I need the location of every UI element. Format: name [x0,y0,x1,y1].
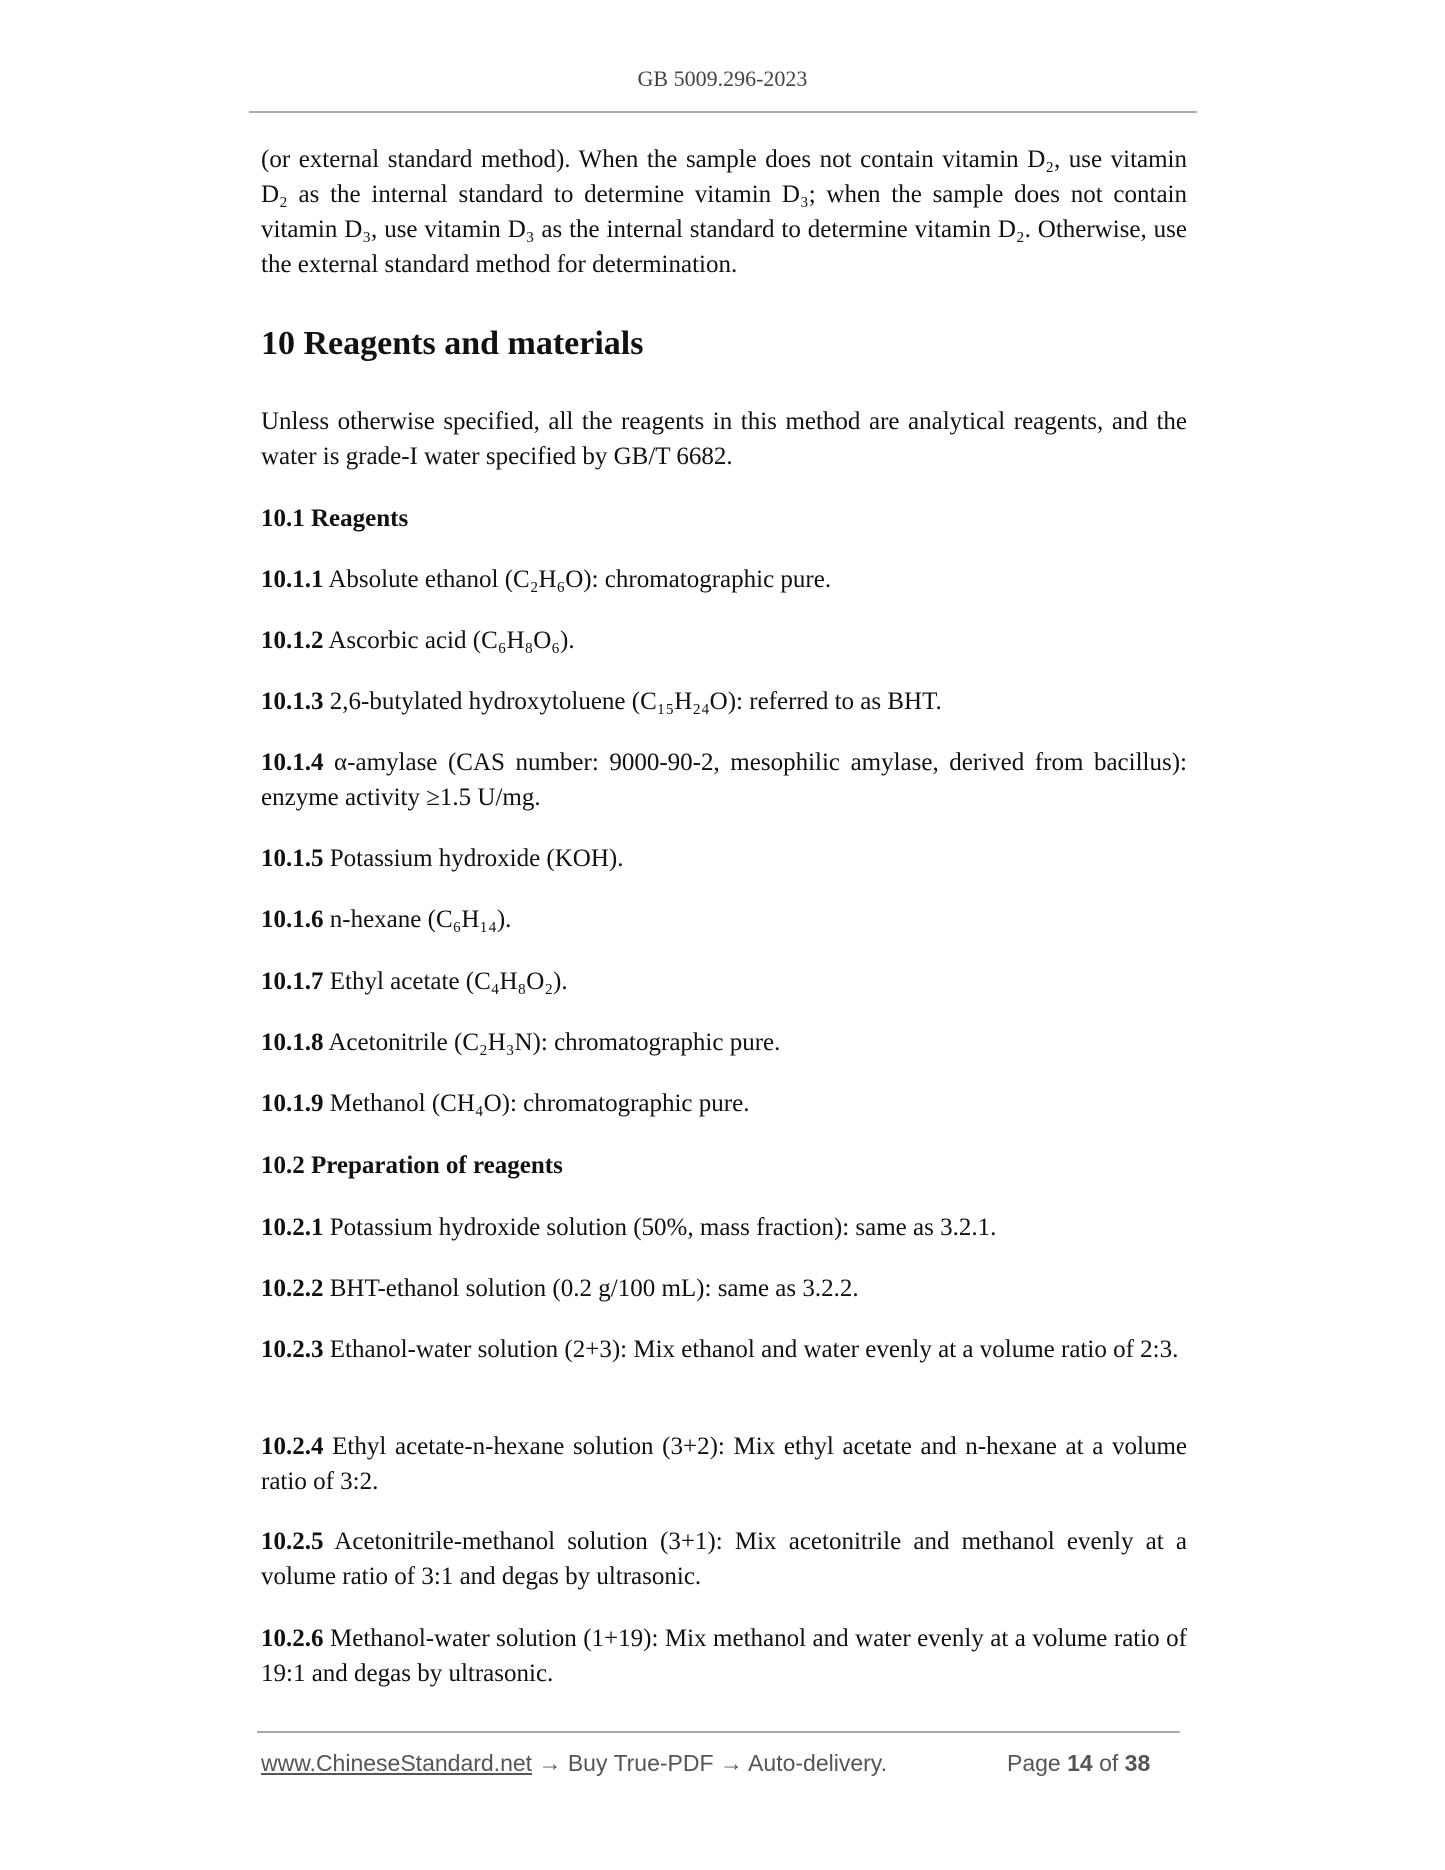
item-text: BHT-ethanol solution (0.2 g/100 mL): same as 3.2.2. [323,1275,859,1302]
intro-paragraph: (or external standard method). When the sample does not contain vitamin D₂, use vitamin D₂ as the internal standard to determine vitamin D₃; when the sample does not contain vitamin D₃, use vitamin D₃ as the internal standard to determine vitamin D₂. Otherwise, use the external standard method for determination. [261,146,1187,278]
item-number: 10.2.3 [261,1336,324,1363]
item-number: 10.1.4 [261,749,324,776]
item-number: 10.2.5 [261,1528,324,1555]
reagent-item [261,902,1187,937]
reagent-item [261,745,1187,815]
item-number: 10.2.1 [261,1214,324,1241]
item-text: Methanol-water solution (1+19): Mix methanol and water evenly at a volume ratio of 19:1 and degas by ultrasonic. [261,1625,1187,1687]
reagent-item [261,964,1187,999]
footer-promo [261,1750,887,1777]
item-number: 10.1.7 [261,968,324,995]
item-number: 10.1.9 [261,1090,324,1117]
item-text: Potassium hydroxide (KOH). [323,845,624,872]
footer-divider [257,1731,1180,1733]
item-text: Potassium hydroxide solution (50%, mass fraction): same as 3.2.1. [323,1214,997,1241]
item-number: 10.2.6 [261,1625,324,1652]
item-text: Ethanol-water solution (2+3): Mix ethanol and water evenly at a volume ratio of 2:3. [323,1336,1179,1363]
item-text: Ethyl acetate-n-hexane solution (3+2): Mix ethyl acetate and n-hexane at a volume ratio of 3:2. [261,1433,1187,1495]
page-total: 38 [1124,1750,1151,1776]
item-number: 10.1.5 [261,845,324,872]
preparation-item [261,1210,1187,1245]
item-number: 10.2.2 [261,1275,324,1302]
item-text: Acetonitrile-methanol solution (3+1): Mix acetonitrile and methanol evenly at a volume ratio of 3:1 and degas by ultrasonic. [261,1528,1187,1590]
reagent-item [261,623,1187,658]
page-label: Page [1007,1750,1061,1776]
section-intro: Unless otherwise specified, all the reagents in this method are analytical reagents, and the water is grade-I water specified by GB/T 6682. [261,408,1187,470]
page-indicator [1007,1750,1150,1777]
item-text: Acetonitrile (C₂H₃N): chromatographic pure. [323,1029,781,1056]
reagent-item [261,684,1187,719]
website-link[interactable]: www.ChineseStandard.net [261,1750,533,1776]
promo-text: → Buy True-PDF → Auto-delivery. [532,1750,887,1776]
item-text: Ethyl acetate (C₄H₈O₂). [323,968,568,995]
of-label: of [1099,1750,1119,1776]
item-text: Methanol (CH₄O): chromatographic pure. [323,1090,750,1117]
item-text: 2,6-butylated hydroxytoluene (C₁₅H₂₄O): referred to as BHT. [323,688,942,715]
preparation-item [261,1524,1187,1594]
preparation-heading: 10.2 Preparation of reagents [261,1152,563,1179]
reagent-item [261,1086,1187,1121]
reagent-item [261,841,1187,876]
item-text: Ascorbic acid (C₆H₈O₆). [323,627,575,654]
preparation-item [261,1429,1187,1499]
preparation-item [261,1621,1187,1691]
item-number: 10.1.8 [261,1029,324,1056]
preparation-item [261,1332,1187,1367]
header-divider [249,111,1197,113]
reagent-item [261,562,1187,597]
page-current: 14 [1067,1750,1093,1776]
reagent-item [261,1025,1187,1060]
item-number: 10.1.1 [261,566,324,593]
reagents-heading: 10.1 Reagents [261,505,409,532]
item-number: 10.1.6 [261,906,324,933]
item-text: Absolute ethanol (C₂H₆O): chromatographic pure. [323,566,832,593]
item-number: 10.1.3 [261,688,324,715]
document-header: GB 5009.296-2023 [637,66,808,91]
item-number: 10.1.2 [261,627,324,654]
item-text: n-hexane (C₆H₁₄). [323,906,512,933]
item-text: α-amylase (CAS number: 9000-90-2, mesophilic amylase, derived from bacillus): enzyme activity ≥1.5 U/mg. [261,749,1187,811]
preparation-item [261,1271,1187,1306]
section-heading: 10 Reagents and materials [261,325,644,362]
item-number: 10.2.4 [261,1433,324,1460]
